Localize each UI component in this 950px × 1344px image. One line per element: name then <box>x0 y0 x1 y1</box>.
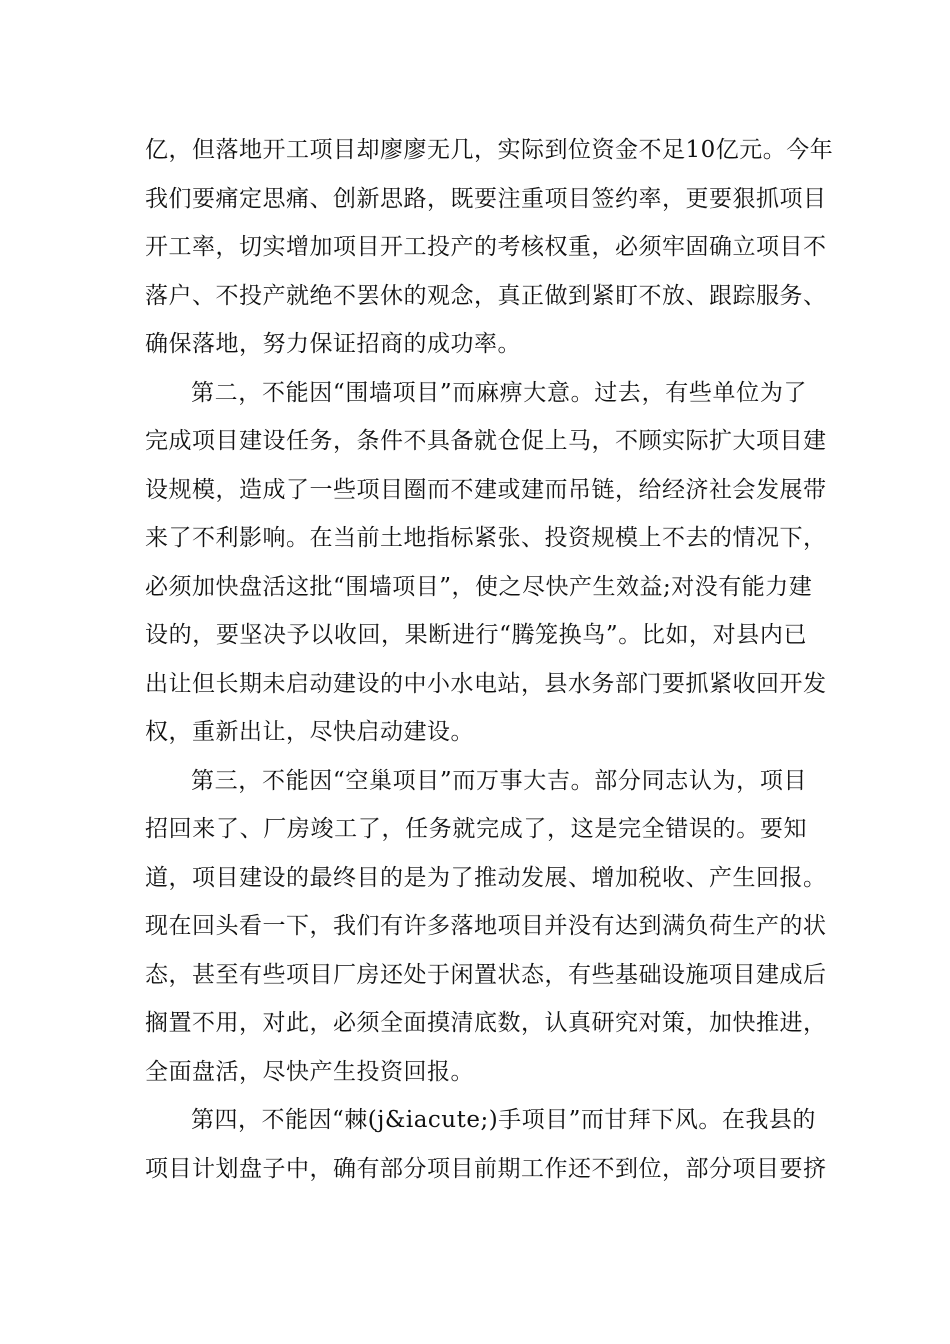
text-line: 完成项目建设任务，条件不具备就仓促上马，不顾实际扩大项目建 <box>145 428 827 454</box>
text-line: 招回来了、厂房竣工了，任务就完成了，这是完全错误的。要知 <box>145 816 807 842</box>
text-line: 开工率，切实增加项目开工投产的考核权重，必须牢固确立项目不 <box>145 234 827 260</box>
document-body <box>145 126 834 1193</box>
text-line: 道，项目建设的最终目的是为了推动发展、增加税收、产生回报。 <box>145 864 827 891</box>
text-line: 确保落地，努力保证招商的成功率。 <box>145 331 521 357</box>
text-line: 态，甚至有些项目厂房还处于闲置状态，有些基础设施项目建成后 <box>145 961 827 988</box>
text-line: 搁置不用，对此，必须全面摸清底数，认真研究对策，加快推进， <box>145 1010 827 1036</box>
text-line: 亿，但落地开工项目却廖廖无几，实际到位资金不足10亿元。今年 <box>145 137 834 163</box>
text-line: 第三，不能因“空巢项目”而万事大吉。部分同志认为，项目 <box>191 767 807 794</box>
text-line: 落户、不投产就绝不罢休的观念，真正做到紧盯不放、跟踪服务、 <box>145 282 827 309</box>
text-line: 来了不利影响。在当前土地指标紧张、投资规模上不去的情况下， <box>145 525 827 551</box>
text-line: 设规模，造成了一些项目圈而不建或建而吊链，给经济社会发展带 <box>145 476 827 503</box>
text-line: 设的，要坚决予以收回，果断进行“腾笼换鸟”。比如，对县内已 <box>145 622 807 648</box>
text-line: 项目计划盘子中，确有部分项目前期工作还不到位，部分项目要挤 <box>145 1155 827 1182</box>
text-line: 我们要痛定思痛、创新思路，既要注重项目签约率，更要狠抓项目 <box>145 185 827 212</box>
text-line: 出让但长期未启动建设的中小水电站，县水务部门要抓紧收回开发 <box>145 670 827 697</box>
text-line: 第四，不能因“棘(j&iacute;)手项目”而甘拜下风。在我县的 <box>191 1107 816 1133</box>
text-line: 必须加快盘活这批“围墙项目”，使之尽快产生效益;对没有能力建 <box>145 573 813 600</box>
text-line: 第二，不能因“围墙项目”而麻痹大意。过去，有些单位为了 <box>191 379 807 406</box>
text-line: 权，重新出让，尽快启动建设。 <box>145 719 474 745</box>
text-line: 现在回头看一下，我们有许多落地项目并没有达到满负荷生产的状 <box>145 913 827 939</box>
text-line: 全面盘活，尽快产生投资回报。 <box>145 1058 474 1085</box>
